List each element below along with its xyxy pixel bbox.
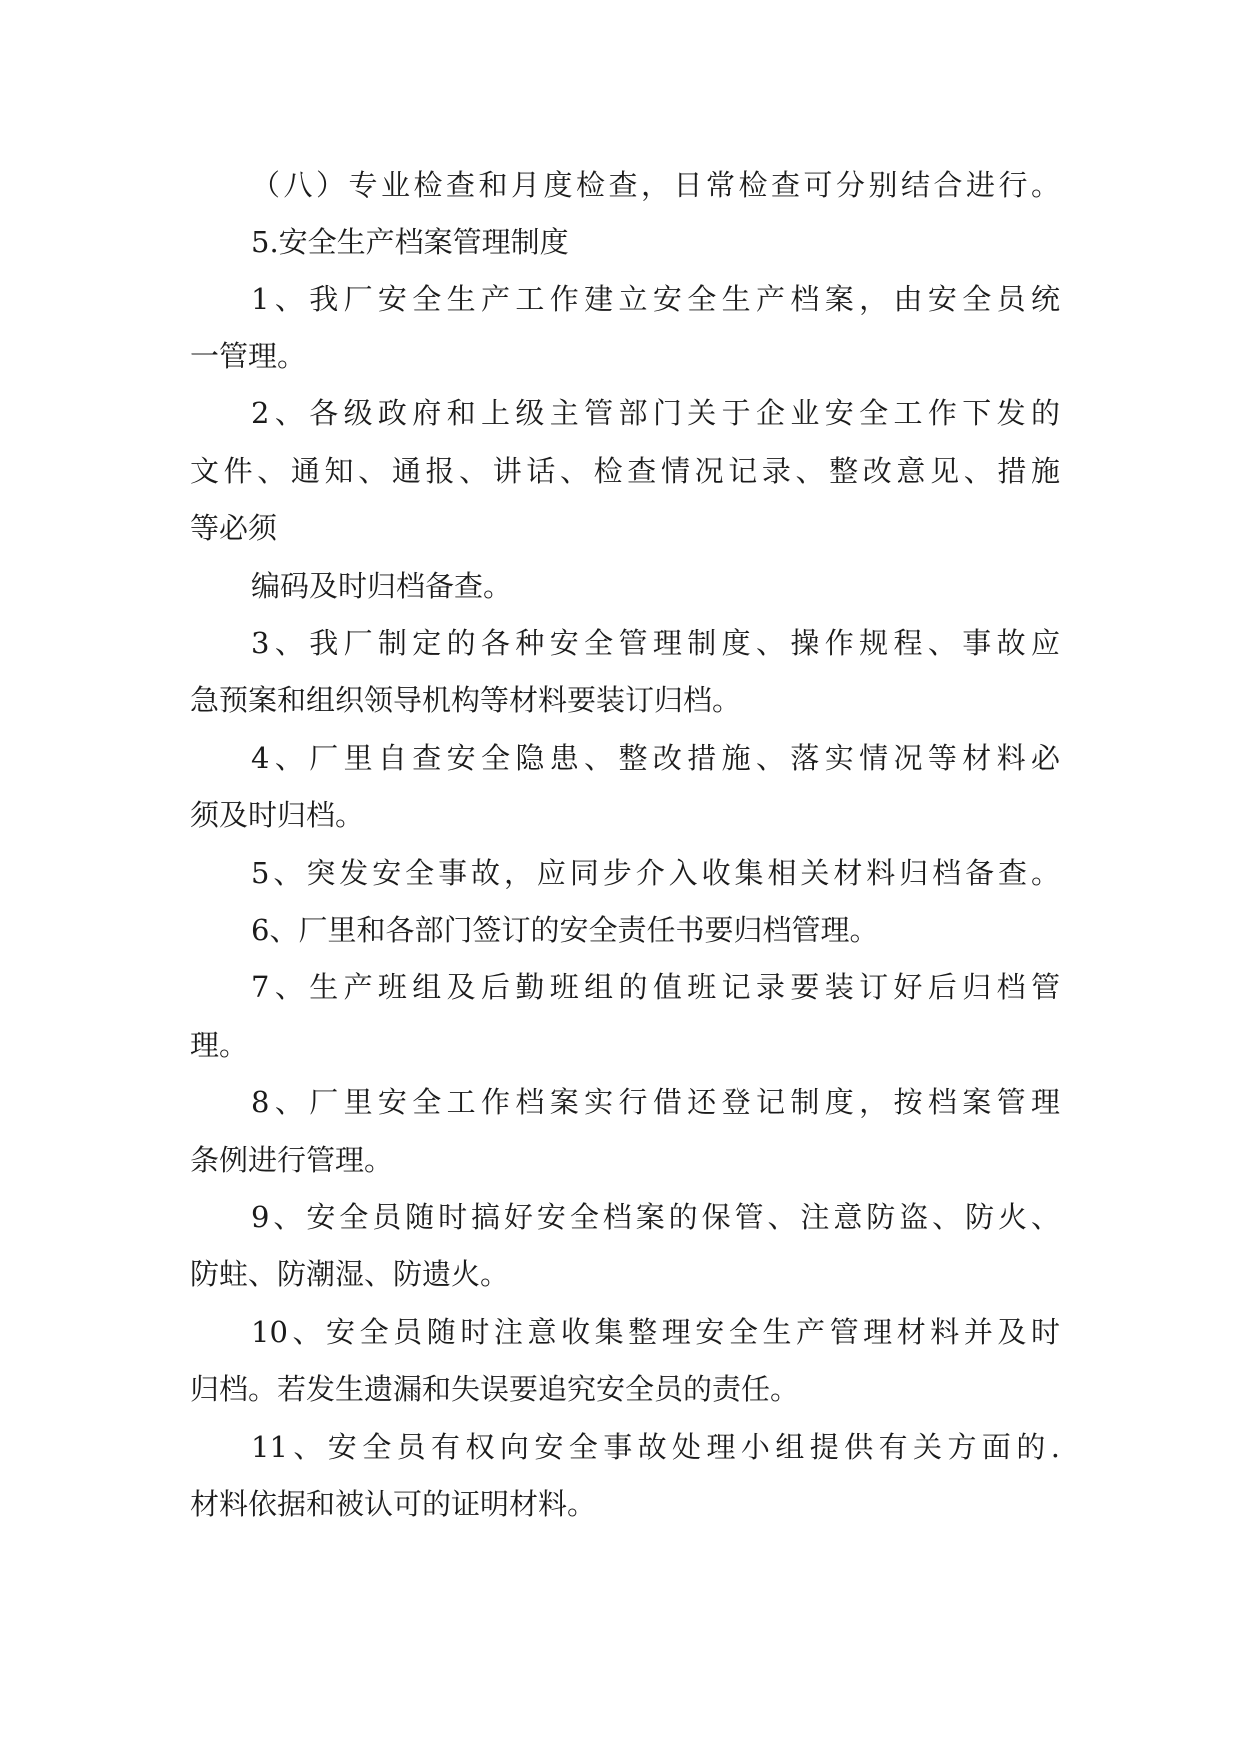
paragraph-line: 9、安全员随时搞好安全档案的保管、注意防盗、防火、 — [251, 1200, 1060, 1234]
paragraph-line: 7、生产班组及后勤班组的值班记录要装订好后归档管 — [251, 970, 1060, 1004]
paragraph-line: 文件、通知、通报、讲话、检查情况记录、整改意见、措施 — [190, 454, 1060, 488]
paragraph-line: 2、各级政府和上级主管部门关于企业安全工作下发的 — [251, 396, 1060, 430]
paragraph-line: （八）专业检查和月度检查，日常检查可分别结合进行。 — [251, 168, 1060, 202]
paragraph-line: 急预案和组织领导机构等材料要装订归档。 — [190, 683, 742, 717]
paragraph-line: 6、厂里和各部门签订的安全责任书要归档管理。 — [251, 913, 879, 947]
paragraph-line: 11、安全员有权向安全事故处理小组提供有关方面的. — [251, 1430, 1060, 1464]
paragraph-line: 5、突发安全事故，应同步介入收集相关材料归档备查。 — [251, 856, 1060, 890]
paragraph-line: 理。 — [190, 1028, 249, 1062]
paragraph-line: 一管理。 — [190, 339, 307, 373]
paragraph-line: 4、厂里自查安全隐患、整改措施、落实情况等材料必 — [251, 741, 1060, 775]
paragraph-line: 1、我厂安全生产工作建立安全生产档案，由安全员统 — [251, 282, 1060, 316]
section-heading: 5.安全生产档案管理制度 — [251, 225, 569, 259]
paragraph-line: 须及时归档。 — [190, 798, 365, 832]
paragraph-line: 8、厂里安全工作档案实行借还登记制度，按档案管理 — [251, 1085, 1060, 1119]
paragraph-line: 归档。若发生遗漏和失误要追究安全员的责任。 — [190, 1372, 800, 1406]
paragraph-line: 编码及时归档备查。 — [251, 569, 513, 603]
paragraph-line: 材料依据和被认可的证明材料。 — [190, 1487, 597, 1521]
paragraph-line: 10、安全员随时注意收集整理安全生产管理材料并及时 — [251, 1315, 1060, 1349]
paragraph-line: 3、我厂制定的各种安全管理制度、操作规程、事故应 — [251, 626, 1060, 660]
paragraph-line: 等必须 — [190, 511, 278, 545]
paragraph-line: 条例进行管理。 — [190, 1143, 394, 1177]
paragraph-line: 防蛀、防潮湿、防遗火。 — [190, 1257, 510, 1291]
